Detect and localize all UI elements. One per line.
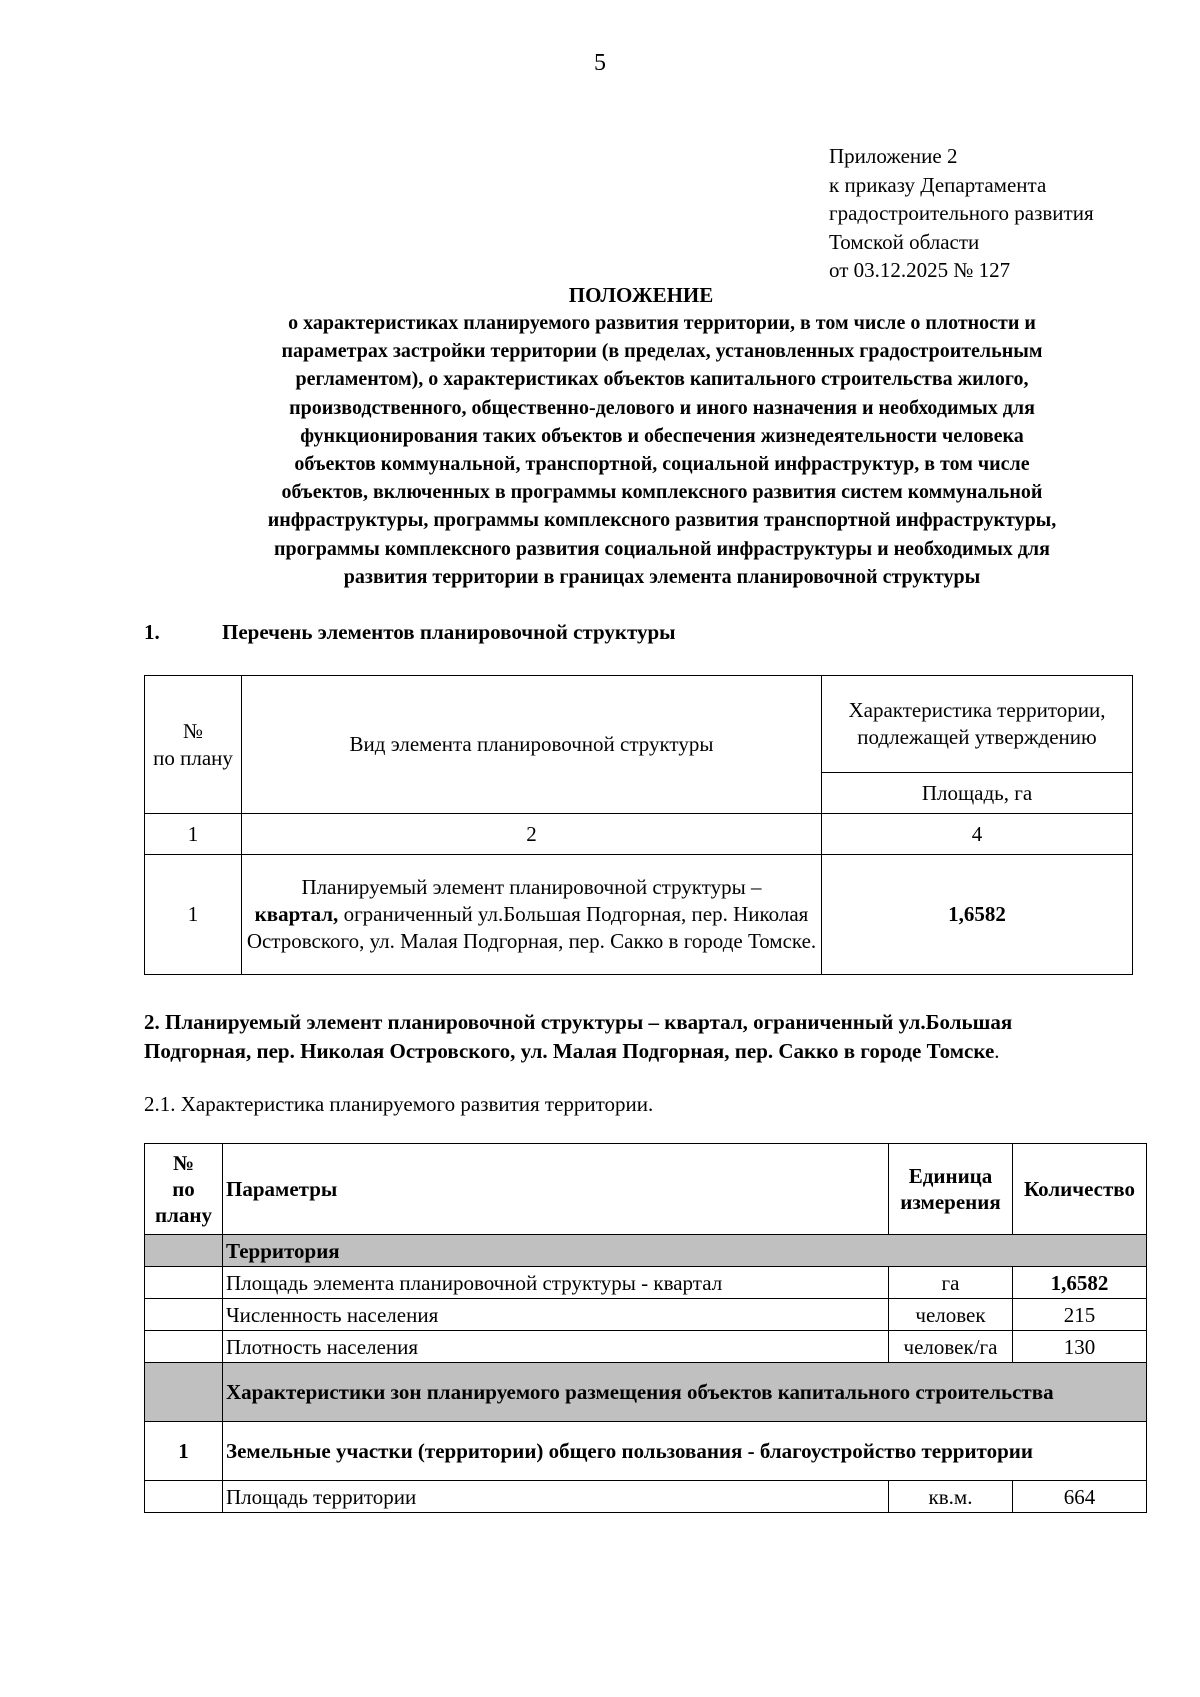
row-unit-cell: га bbox=[889, 1267, 1013, 1299]
subtitle-line: параметрах застройки территории (в пределах, установленных градостроительным bbox=[281, 340, 1043, 363]
appendix-line: к приказу Департамента bbox=[829, 172, 1047, 197]
header-cell-params: Параметры bbox=[223, 1144, 889, 1235]
document-subtitle bbox=[170, 309, 1154, 591]
header-cell-no: № по плану bbox=[145, 676, 242, 814]
row-number-cell: 1 bbox=[145, 855, 242, 975]
appendix-line: градостроительного развития bbox=[829, 201, 1094, 225]
table-row bbox=[145, 855, 1133, 975]
group-title-cell: Территория bbox=[223, 1235, 1147, 1267]
section-2-heading-text: Подгорная, пер. Николая Островского, ул. Малая Подгорная, пер. Сакко в городе Томске bbox=[144, 1038, 995, 1063]
subtitle-line: инфраструктуры, программы комплексного развития транспортной инфраструктуры, bbox=[267, 509, 1057, 532]
zone-title-cell: Земельные участки (территории) общего пользования - благоустройство территории bbox=[223, 1422, 1147, 1481]
group-row bbox=[145, 1363, 1147, 1422]
appendix-line: от 03.12.2025 № 127 bbox=[829, 258, 1011, 282]
table-index-row bbox=[145, 814, 1133, 855]
row-param-cell: Площадь территории bbox=[223, 1481, 889, 1513]
description-prefix: Планируемый элемент планировочной структуры – bbox=[301, 875, 762, 899]
subtitle-line: о характеристиках планируемого развития территории, в том числе о плотности и bbox=[288, 312, 1036, 334]
row-no-cell bbox=[145, 1267, 223, 1299]
zone-no-cell: 1 bbox=[145, 1422, 223, 1481]
group-no-cell bbox=[145, 1235, 223, 1267]
subtitle-line: функционирования таких объектов и обеспечения жизнедеятельности человека bbox=[300, 424, 1024, 447]
row-qty-cell: 1,6582 bbox=[1013, 1267, 1147, 1299]
page-number: 5 bbox=[594, 50, 606, 76]
row-unit-cell: человек bbox=[889, 1299, 1013, 1331]
subtitle-line: программы комплексного развития социальной инфраструктуры и необходимых для bbox=[274, 537, 1050, 560]
row-param-cell: Плотность населения bbox=[223, 1331, 889, 1363]
section-1-number: 1. bbox=[144, 620, 160, 644]
subtitle-line: объектов, включенных в программы комплексного развития систем коммунальной bbox=[281, 481, 1043, 504]
row-qty-cell: 664 bbox=[1013, 1481, 1147, 1513]
row-description-cell bbox=[242, 855, 822, 975]
appendix-block bbox=[829, 142, 1094, 285]
row-param-cell: Численность населения bbox=[223, 1299, 889, 1331]
section-2-heading-line: 2. Планируемый элемент планировочной структуры – квартал, ограниченный ул.Большая bbox=[144, 1010, 1013, 1034]
territory-characteristics-table bbox=[144, 1143, 1147, 1513]
index-cell: 2 bbox=[242, 814, 822, 855]
table-header-row bbox=[145, 1144, 1147, 1235]
row-no-cell bbox=[145, 1299, 223, 1331]
section-1-title: Перечень элементов планировочной структуры bbox=[222, 620, 676, 644]
header-cell-type: Вид элемента планировочной структуры bbox=[242, 676, 822, 814]
table-row bbox=[145, 1481, 1147, 1513]
document-title: ПОЛОЖЕНИЕ bbox=[568, 283, 714, 307]
row-unit-cell: кв.м. bbox=[889, 1481, 1013, 1513]
group-row bbox=[145, 1235, 1147, 1267]
subtitle-line: объектов коммунальной, транспортной, социальной инфраструктур, в том числе bbox=[294, 453, 1030, 476]
index-cell: 1 bbox=[145, 814, 242, 855]
row-no-cell bbox=[145, 1331, 223, 1363]
row-param-cell: Площадь элемента планировочной структуры - квартал bbox=[223, 1267, 889, 1299]
section-1-heading bbox=[144, 618, 676, 646]
row-area-cell: 1,6582 bbox=[822, 855, 1133, 975]
row-qty-cell: 130 bbox=[1013, 1331, 1147, 1363]
row-no-cell bbox=[145, 1481, 223, 1513]
section-2-heading-period: . bbox=[994, 1038, 1000, 1063]
section-2-1-heading: 2.1. Характеристика планируемого развития территории. bbox=[144, 1092, 654, 1116]
subtitle-line: производственного, общественно-делового и иного назначения и необходимых для bbox=[289, 396, 1035, 419]
group-no-cell bbox=[145, 1363, 223, 1422]
description-bold: квартал, bbox=[254, 902, 339, 926]
table-row bbox=[145, 1331, 1147, 1363]
index-cell: 4 bbox=[822, 814, 1133, 855]
description-rest: ограниченный ул.Большая Подгорная, пер. Николая Островского, ул. Малая Подгорная, пер. Сакко в городе Томске. bbox=[246, 902, 817, 953]
subtitle-line: развития территории в границах элемента планировочной структуры bbox=[343, 565, 981, 588]
table-header-row bbox=[145, 676, 1133, 773]
zone-row bbox=[145, 1422, 1147, 1481]
appendix-line: Приложение 2 bbox=[829, 144, 958, 168]
header-cell-qty: Количество bbox=[1013, 1144, 1147, 1235]
group-title-cell: Характеристики зон планируемого размещения объектов капитального строительства bbox=[223, 1363, 1147, 1422]
header-cell-characteristic: Характеристика территории, подлежащей утверждению bbox=[822, 676, 1133, 773]
section-2-heading bbox=[144, 1008, 1144, 1065]
table-row bbox=[145, 1267, 1147, 1299]
header-cell-unit: Единица измерения bbox=[889, 1144, 1013, 1235]
table-row bbox=[145, 1299, 1147, 1331]
row-unit-cell: человек/га bbox=[889, 1331, 1013, 1363]
planning-elements-table bbox=[144, 675, 1133, 975]
header-cell-area: Площадь, га bbox=[822, 773, 1133, 814]
row-qty-cell: 215 bbox=[1013, 1299, 1147, 1331]
appendix-line: Томской области bbox=[829, 229, 980, 254]
section-2-heading-line bbox=[144, 1037, 1144, 1066]
subtitle-line: регламентом), о характеристиках объектов капитального строительства жилого, bbox=[295, 368, 1029, 391]
header-cell-no: № по плану bbox=[145, 1144, 223, 1235]
